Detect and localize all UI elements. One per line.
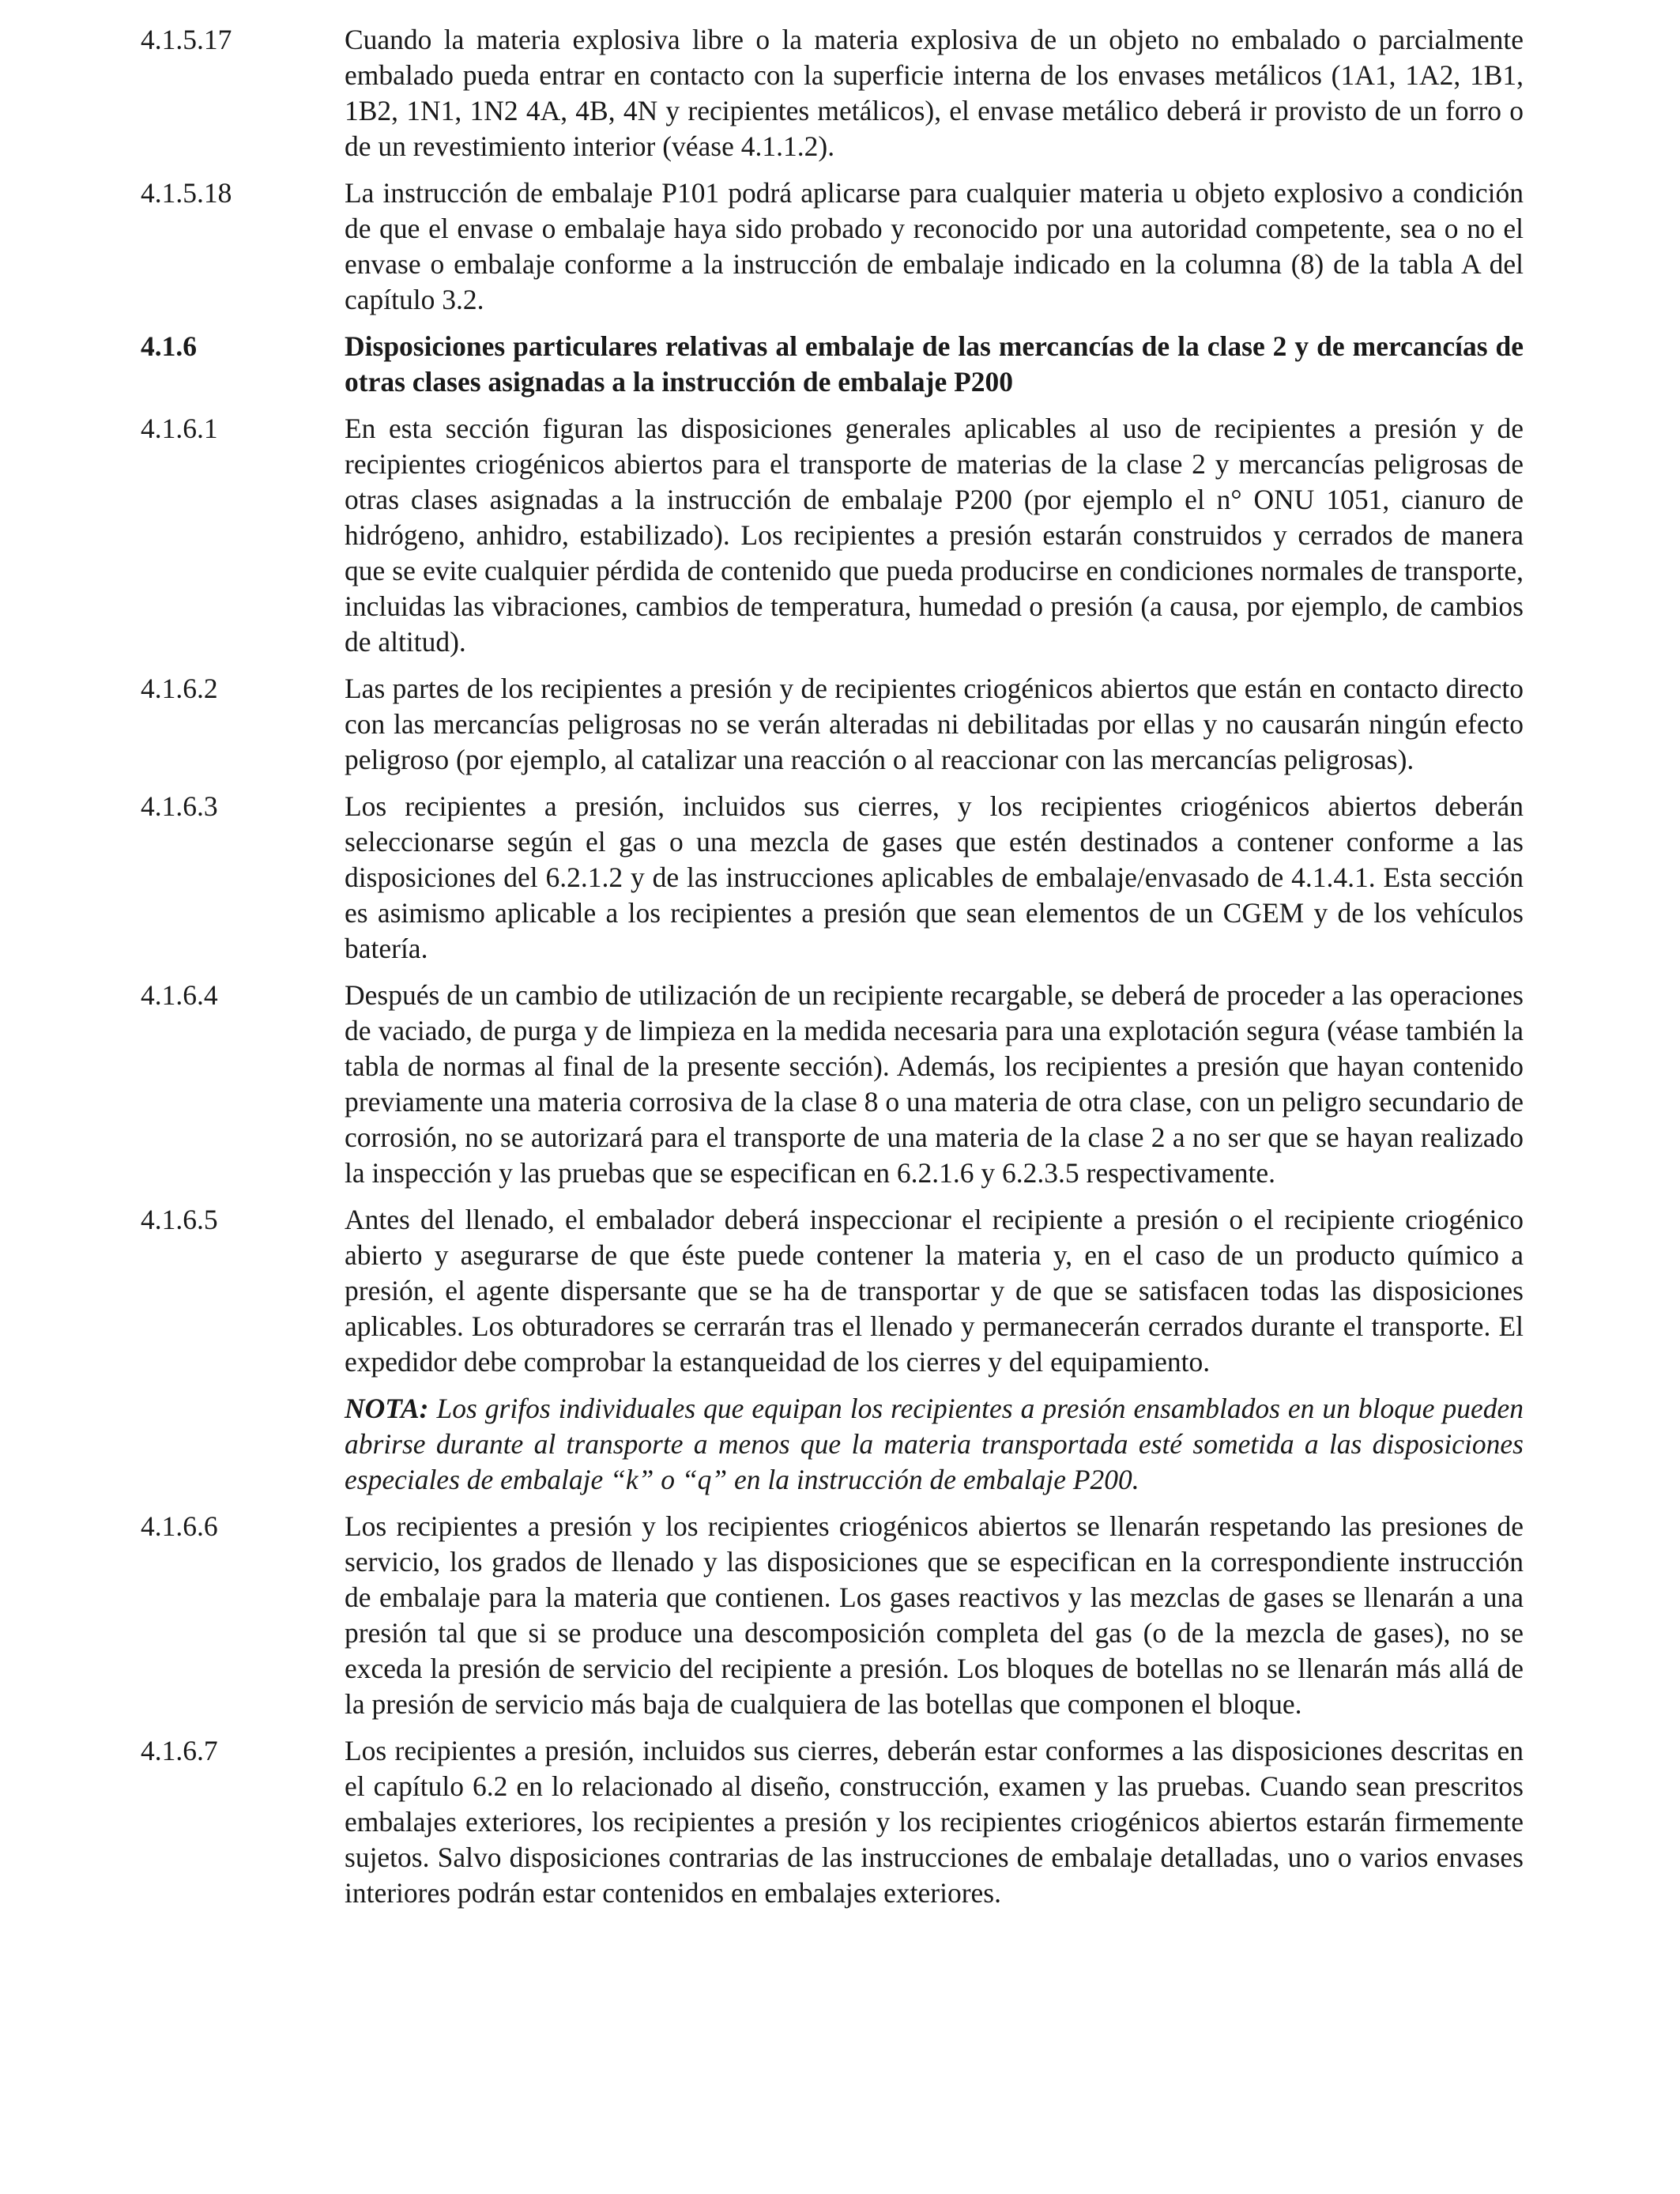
note-label: NOTA: [345,1393,429,1424]
section-number: 4.1.6.2 [141,673,218,704]
note-paragraph [345,1391,1524,1498]
section-text: Las partes de los recipientes a presión y de recipientes criogénicos abiertos que están en contacto directo con las mercancías peligrosas no se verán alteradas ni debilitadas por ellas y no causarán ningún efecto peligroso (por ejemplo, al catalizar una reacción o al reaccionar con las mercancías peligrosas). [345,673,1524,775]
section-4-1-6-2 [141,671,1524,778]
section-text: En esta sección figuran las disposiciones generales aplicables al uso de recipientes a presión y de recipientes criogénicos abiertos para el transporte de materias de la clase 2 y mercancías peligrosas de otras clases asignadas a la instrucción de embalaje P200 (por ejemplo el n° ONU 1051, cianuro de hidrógeno, anhidro, estabilizado). Los recipientes a presión estarán construidos y cerrados de manera que se evite cualquier pérdida de contenido que pueda producirse en condiciones normales de transporte, incluidas las vibraciones, cambios de temperatura, humedad o presión (a causa, por ejemplo, de cambios de altitud). [345,413,1524,658]
section-4-1-6-1 [141,411,1524,660]
section-text: La instrucción de embalaje P101 podrá aplicarse para cualquier materia u objeto explosivo a condición de que el envase o embalaje haya sido probado y reconocido por una autoridad competente, sea o no el envase o embalaje conforme a la instrucción de embalaje indicado en la columna (8) de la tabla A del capítulo 3.2. [345,177,1524,315]
section-text: Los recipientes a presión, incluidos sus cierres, y los recipientes criogénicos abiertos deberán seleccionarse según el gas o una mezcla de gases que estén destinados a contener conforme a las disposiciones del 6.2.1.2 y de las instrucciones aplicables de embalaje/envasado de 4.1.4.1. Esta sección es asimismo aplicable a los recipientes a presión que sean elementos de un CGEM y de los vehículos batería. [345,790,1524,964]
section-4-1-6-5 [141,1202,1524,1380]
document-page [141,22,1524,1922]
section-text: Los recipientes a presión y los recipientes criogénicos abiertos se llenarán respetando las presiones de servicio, los grados de llenado y las disposiciones que se especifican en la correspondiente instrucción de embalaje para la materia que contienen. Los gases reactivos y las mezclas de gases se llenarán a una presión tal que si se produce una descomposición completa del gas (o de la mezcla de gases), no se exceda la presión de servicio del recipiente a presión. Los bloques de botellas no se llenarán más allá de la presión de servicio más baja de cualquiera de las botellas que componen el bloque. [345,1510,1524,1720]
section-text: Los recipientes a presión, incluidos sus cierres, deberán estar conformes a las disposiciones descritas en el capítulo 6.2 en lo relacionado al diseño, construcción, examen y las pruebas. Cuando sean prescritos embalajes exteriores, los recipientes a presión y los recipientes criogénicos abiertos estarán firmemente sujetos. Salvo disposiciones contrarias de las instrucciones de embalaje detalladas, uno o varios envases interiores podrán estar contenidos en embalajes exteriores. [345,1735,1524,1909]
section-number: 4.1.5.18 [141,177,232,209]
section-4-1-6-4 [141,978,1524,1191]
section-number: 4.1.6.4 [141,979,218,1011]
section-number: 4.1.6.6 [141,1510,218,1542]
section-number: 4.1.6.1 [141,413,218,444]
section-number: 4.1.5.17 [141,24,232,55]
note-text: Los grifos individuales que equipan los recipientes a presión ensamblados en un bloque pueden abrirse durante al transporte a menos que la materia transportada esté sometida a las disposiciones especiales de embalaje “k” o “q” en la instrucción de embalaje P200. [345,1393,1524,1495]
section-number: 4.1.6 [141,330,197,362]
section-4-1-6-3 [141,789,1524,967]
section-4-1-6-6 [141,1509,1524,1722]
section-number: 4.1.6.3 [141,790,218,822]
section-number: 4.1.6.7 [141,1735,218,1766]
section-4-1-5-18 [141,175,1524,318]
section-text: Antes del llenado, el embalador deberá inspeccionar el recipiente a presión o el recipiente criogénico abierto y asegurarse de que éste puede contener la materia y, en el caso de un producto químico a presión, el agente dispersante que se ha de transportar y de que se satisfacen todas las disposiciones aplicables. Los obturadores se cerrarán tras el llenado y permanecerán cerrados durante el transporte. El expedidor debe comprobar la estanqueidad de los cierres y del equipamiento. [345,1204,1524,1378]
section-heading: Disposiciones particulares relativas al embalaje de las mercancías de la clase 2 y de mercancías de otras clases asignadas a la instrucción de embalaje P200 [345,330,1524,398]
section-4-1-5-17 [141,22,1524,164]
section-4-1-6-7 [141,1733,1524,1911]
section-text: Después de un cambio de utilización de un recipiente recargable, se deberá de proceder a las operaciones de vaciado, de purga y de limpieza en la medida necesaria para una explotación segura (véase también la tabla de normas al final de la presente sección). Además, los recipientes a presión que hayan contenido previamente una materia corrosiva de la clase 8 o una materia de otra clase, con un peligro secundario de corrosión, no se autorizará para el transporte de una materia de la clase 2 a no ser que se hayan realizado la inspección y las pruebas que se especifican en 6.2.1.6 y 6.2.3.5 respectivamente. [345,979,1524,1189]
section-text: Cuando la materia explosiva libre o la materia explosiva de un objeto no embalado o parcialmente embalado pueda entrar en contacto con la superficie interna de los envases metálicos (1A1, 1A2, 1B1, 1B2, 1N1, 1N2 4A, 4B, 4N y recipientes metálicos), el envase metálico deberá ir provisto de un forro o de un revestimiento interior (véase 4.1.1.2). [345,24,1524,162]
section-number: 4.1.6.5 [141,1204,218,1235]
section-4-1-6-heading [141,329,1524,400]
